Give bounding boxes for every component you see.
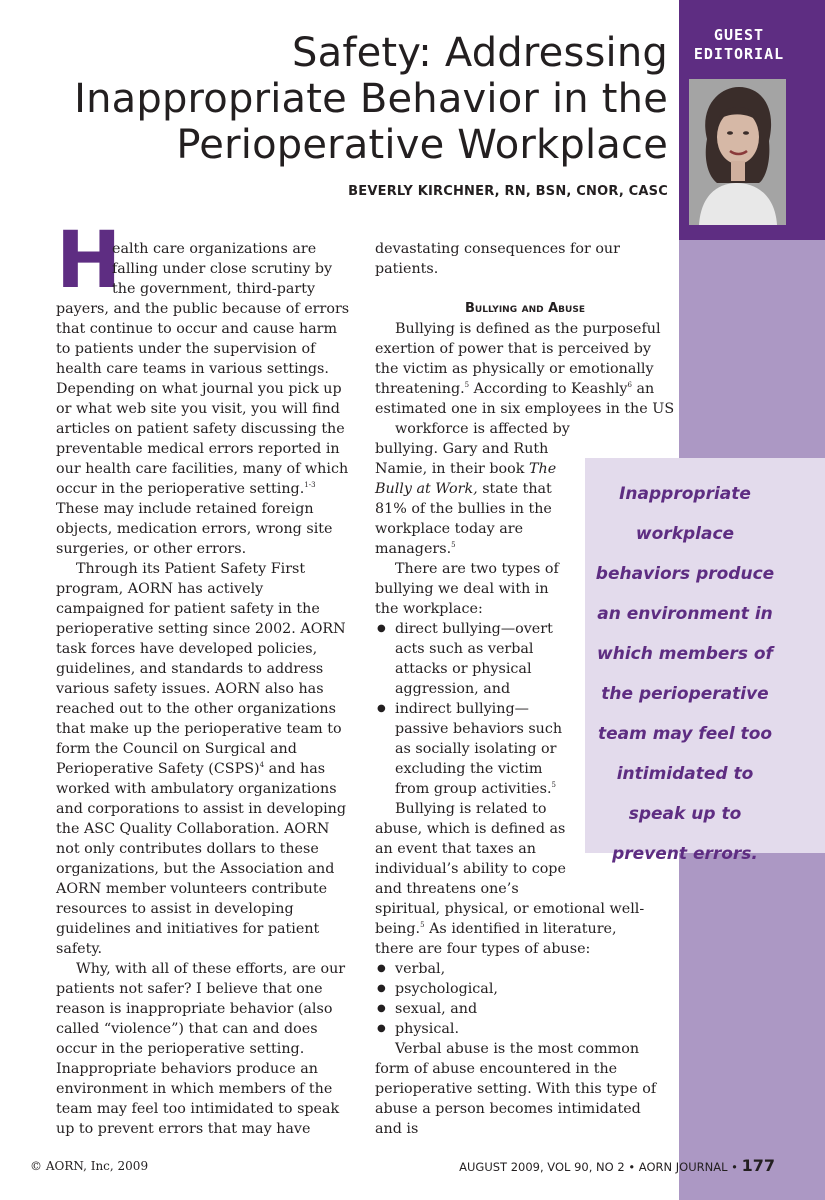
paragraph-verbal-abuse: Verbal abuse is the most common form of abuse encountered in the perioperative setting. With this type of abuse a person becomes intimidated and is xyxy=(375,1041,657,1137)
journal-name: AORN JOURNAL xyxy=(638,1160,728,1174)
intro-line-3: the government, third-party xyxy=(112,281,316,297)
bullying-line-workforce: workforce is affected by xyxy=(395,421,570,437)
paragraph-aorn xyxy=(56,559,350,959)
paragraph-intro xyxy=(56,239,350,559)
indirect-text: indirect bullying—passive behaviors such as socially isolating or excluding the victim from group activities. xyxy=(395,701,563,797)
namie-text: Namie, in their book xyxy=(375,461,529,477)
section-label-line2: EDITORIAL xyxy=(693,45,785,63)
bullet-physical: ● physical. xyxy=(375,1019,675,1039)
issue-footer: AUGUST 2009, VOL 90, NO 2 • AORN JOURNAL • 177 xyxy=(459,1156,775,1175)
bullet-direct: ● direct bullying—overt acts such as verbal attacks or physical aggression, and xyxy=(375,619,573,699)
bullying-text-2: According to Keashly xyxy=(469,381,628,397)
aorn-text-end: and has worked with ambulatory organizations and corporations to assist in developing the ASC Quality Collaboration. AORN not only contributes dollars to these organizations, but the Association and AORN member volunteers contribute resources to assist in developing guidelines and initiatives for patient safety. xyxy=(56,761,347,957)
pull-quote: Inappropriate workplace behaviors produce an environment in which members of the perioperative team may feel too intimidated to speak up to prevent errors. xyxy=(595,484,775,864)
copyright: © AORN, Inc, 2009 xyxy=(30,1159,149,1173)
title-line-3: Perioperative Workplace xyxy=(176,122,668,168)
paragraph-abuse-cont xyxy=(375,899,647,959)
intro-line-2: falling under close scrutiny by xyxy=(112,261,333,277)
ref-superscript: 5 xyxy=(551,781,556,789)
author-byline: BEVERLY KIRCHNER, RN, BSN, CNOR, CASC xyxy=(348,184,668,199)
bullying-text: Bullying is defined as the purposeful exertion of power that is perceived by the victim as physically or emotionally threatening. xyxy=(375,321,661,397)
bullet-sexual: ● sexual, and xyxy=(375,999,675,1019)
aorn-text: Through its Patient Safety First program, AORN has actively campaigned for patient safety in the perioperative setting since 2002. AORN task forces have developed policies, guidelines, and standards to address various safety issues. AORN also has reached out to the other organizations that make up the perioperative team to form the Council on Surgical and Perioperative Safety (CSPS) xyxy=(56,561,346,777)
drop-cap: H xyxy=(56,216,122,306)
bullying-namie xyxy=(375,459,573,559)
title-line-1: Safety: Addressing xyxy=(292,30,668,76)
ref-superscript: 5 xyxy=(420,921,425,929)
section-label xyxy=(679,26,799,64)
paragraph-continued: devastating consequences for our patients. xyxy=(375,241,620,277)
book-title: The Bully at Work, xyxy=(375,461,557,497)
bullying-line-gary: bullying. Gary and Ruth xyxy=(375,441,549,457)
intro-line-1: ealth care organizations are xyxy=(112,241,317,257)
title-line-2: Inappropriate Behavior in the xyxy=(74,76,668,122)
namie-text-end: state that 81% of the bullies in the workplace today are managers. xyxy=(375,481,552,557)
ref-superscript: 4 xyxy=(259,761,265,769)
article-title xyxy=(30,30,668,168)
issue-info: AUGUST 2009, VOL 90, NO 2 xyxy=(459,1160,625,1174)
ref-superscript: 1-3 xyxy=(304,481,316,489)
paragraph-bullying xyxy=(375,319,675,419)
ref-superscript: 5 xyxy=(464,381,470,389)
abuse-text: spiritual, physical, or emotional well-being. xyxy=(375,901,645,937)
paragraph-types: There are two types of bullying we deal with in the workplace: xyxy=(375,561,559,617)
intro-text-end: These may include retained foreign objects, medication errors, wrong site surgeries, or other errors. xyxy=(56,501,333,557)
intro-text: payers, and the public because of errors that continue to occur and cause harm to patients under the supervision of health care teams in various settings. Depending on what journal you pick up or what web site you visit, you will find articles on patient safety discussing the preventable medical errors reported in our health care facilities, many of which occur in the perioperative setting. xyxy=(56,301,350,497)
section-heading: Bullying and Abuse xyxy=(465,301,585,316)
paragraph-why: Why, with all of these efforts, are our patients not safer? I believe that one reason is inappropriate behavior (also called “violence”) that can and does occur in the perioperative setting. Inappropriate behaviors produce an environment in which members of the team may feel too intimidated to speak up to prevent errors that may have xyxy=(56,961,346,1137)
page-number: 177 xyxy=(741,1156,775,1175)
bullet-psychological: ● psychological, xyxy=(375,979,675,999)
paragraph-abuse: Bullying is related to abuse, which is defined as an event that taxes an individual’s ability to cope and threatens one’s xyxy=(375,801,566,897)
ref-superscript: 5 xyxy=(451,541,456,549)
ref-superscript: 6 xyxy=(627,381,632,389)
section-label-line1: GUEST xyxy=(713,26,765,44)
author-portrait-icon xyxy=(689,79,786,225)
bullying-text-3: an estimated one in six employees in the US xyxy=(375,381,675,417)
narrow-text-block xyxy=(375,419,573,899)
abuse-text-end: As identified in literature, there are four types of abuse: xyxy=(375,921,617,957)
bullet-indirect xyxy=(375,699,573,799)
bullet-verbal: ● verbal, xyxy=(375,959,675,979)
column-left xyxy=(56,239,350,1139)
